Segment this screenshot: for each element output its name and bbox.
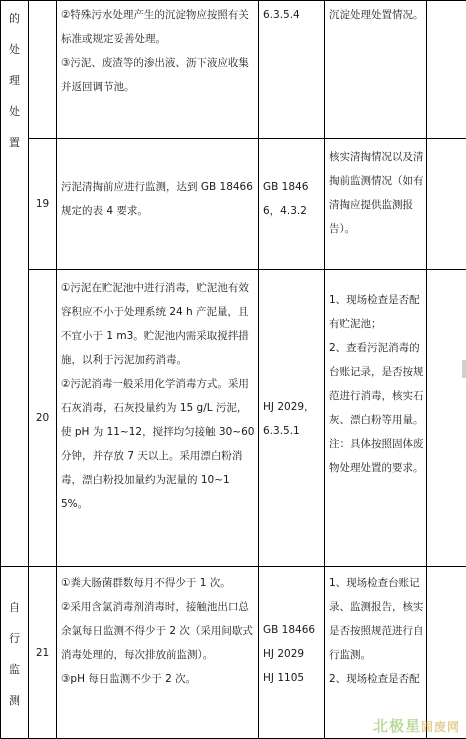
table-row bbox=[1, 270, 466, 567]
method-text: 沉淀处理处置情况。 bbox=[325, 1, 426, 27]
basis-text: HJ 2029 bbox=[263, 642, 322, 666]
requirement-cell bbox=[57, 139, 259, 270]
method-text: 2、查看污泥消毒的台账记录，是否按规范进行消毒，核实石灰、漂白粉等用量。 bbox=[329, 336, 424, 432]
basis-cell bbox=[259, 270, 325, 567]
requirement-text: ②采用含氯消毒剂消毒时，接触池出口总余氯每日监测不得少于 2 次（采用间歇式消毒处理的，每次排放前监测）。 bbox=[61, 595, 255, 667]
basis-text: GB 18466 bbox=[263, 618, 322, 642]
method-cell bbox=[325, 1, 427, 139]
method-text: 注：具体按照固体废物处理处置的要求。 bbox=[329, 432, 424, 480]
requirement-text: ③pH 每日监测不少于 2 次。 bbox=[61, 667, 255, 691]
requirement-text: ②污泥消毒一般采用化学消毒方式。采用石灰消毒，石灰投量约为 15 g/L 污泥，使 pH 为 11~12，搅拌均匀接触 30~60 分钟，并存放 7 天以上。采用漂白粉消毒，漂白粉投加量约为泥量的 10~15%。 bbox=[61, 372, 255, 516]
table-row bbox=[1, 1, 466, 139]
basis-list bbox=[259, 616, 324, 690]
table-row bbox=[1, 567, 466, 739]
method-text: 1、现场检查台账记录、监测报告，核实是否按照规范进行自行监测。 bbox=[329, 571, 424, 667]
watermark-logo bbox=[373, 715, 460, 736]
blank-cell bbox=[427, 1, 466, 139]
row-number: 20 bbox=[29, 270, 57, 567]
basis-cell bbox=[259, 567, 325, 739]
watermark-sub: 固废网 bbox=[421, 720, 460, 734]
table-row bbox=[1, 139, 466, 270]
blank-cell bbox=[427, 567, 466, 739]
category-label-disposal: 的 处 理 处 置 bbox=[1, 1, 28, 158]
method-text: 核实清掏情况以及清掏前监测情况（如有清掏应提供监测报告）。 bbox=[325, 139, 426, 241]
requirement-cell bbox=[57, 567, 259, 739]
requirement-cell bbox=[57, 270, 259, 567]
requirement-text: ①污泥在贮泥池中进行消毒，贮泥池有效容积应不小于处理系统 24 h 产泥量，且不宜小于 1 m3。贮泥池内需采取搅拌措施，以利于污泥加药消毒。 bbox=[61, 276, 255, 372]
method-text: 1、现场检查是否配有贮泥池； bbox=[329, 288, 424, 336]
blank-cell bbox=[427, 270, 466, 567]
row-number: 19 bbox=[29, 139, 57, 270]
requirement-text: ①粪大肠菌群数每月不得少于 1 次。 bbox=[61, 571, 255, 595]
category-label-self-monitoring: 自 行 监 测 bbox=[1, 590, 28, 716]
basis-text: HJ 1105 bbox=[263, 666, 322, 690]
requirement-text: ②特殊污水处理产生的沉淀物应按照有关标准或规定妥善处理。 bbox=[61, 3, 255, 51]
category-cell-disposal bbox=[1, 1, 29, 567]
requirement-text: 污泥清掏前应进行监测，达到 GB 18466 规定的表 4 要求。 bbox=[61, 175, 255, 223]
basis-cell bbox=[259, 1, 325, 139]
method-cell bbox=[325, 270, 427, 567]
blank-cell bbox=[427, 139, 466, 270]
requirement-cell bbox=[57, 1, 259, 139]
basis-cell bbox=[259, 139, 325, 270]
row-number: 21 bbox=[29, 567, 57, 739]
basis-text: 6.3.5.4 bbox=[259, 1, 324, 27]
basis-text: GB 18466，4.3.2 bbox=[259, 139, 324, 223]
scroll-marker bbox=[462, 360, 466, 378]
method-cell bbox=[325, 567, 427, 739]
row-number bbox=[29, 1, 57, 139]
method-text: 2、现场检查是否配 bbox=[329, 667, 424, 691]
method-cell bbox=[325, 139, 427, 270]
watermark-main: 北极星 bbox=[373, 717, 421, 735]
requirement-text: ③污泥、废渣等的渗出液、沥下液应收集并返回调节池。 bbox=[61, 51, 255, 99]
category-cell-self-monitoring bbox=[1, 567, 29, 739]
basis-text: HJ 2029，6.3.5.1 bbox=[259, 393, 324, 443]
